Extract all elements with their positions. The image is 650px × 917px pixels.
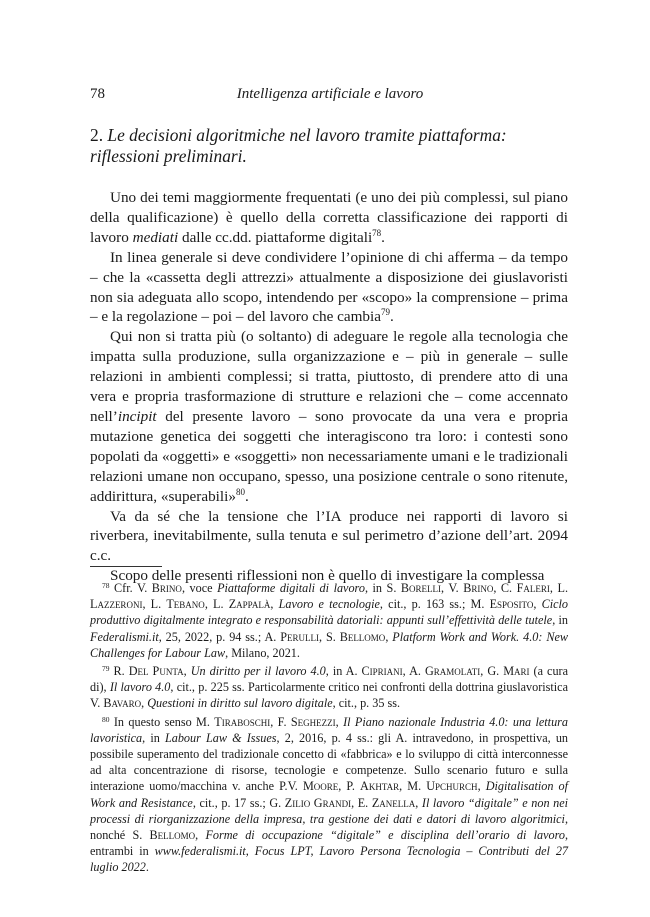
footnote-ref[interactable]: 79 (380, 307, 390, 318)
footnote-separator (90, 566, 162, 567)
fn-text: , (385, 629, 393, 644)
fn-text: , cit., p. 225 ss. Particolarmente critico nei confronti della dottrina giuslavoristica V. (90, 680, 568, 711)
page-number: 78 (90, 86, 105, 102)
text-run: del presente lavoro – sono provocate da una vera e propria mutazione genetica dei soggetti che interagiscono tra loro: i contesti sono popolati da «oggetti» e «soggetti» non necessariamente umani e le tradizionali relazioni umane non occupano, spesso, una posizione centrale o sono ritenute, addirittura, «superabili» (90, 407, 568, 505)
fn-text: , nonché S. (90, 811, 568, 843)
fn-author: Upchurch (426, 779, 478, 794)
fn-text: , S. (318, 629, 340, 644)
fn-author: Gramolati (424, 664, 481, 679)
fn-text: Cfr. V. (114, 581, 152, 595)
fn-text: (a cura di), (90, 664, 569, 695)
section-title: Le decisioni algoritmiche nel lavoro tramite piattaforma: riflessioni preliminari. (90, 125, 507, 166)
footnote-number: 79 (102, 664, 110, 674)
text-run: dalle cc.dd. piattaforme digitali (178, 228, 373, 246)
fn-text: , (270, 597, 279, 612)
fn-text: , voce (181, 581, 218, 595)
fn-text: , in A. (325, 664, 362, 679)
fn-author: Del Punta (128, 664, 184, 679)
footnote-80 (90, 714, 568, 876)
fn-text: , entrambi in (90, 828, 568, 859)
fn-text: , G. (480, 664, 504, 679)
fn-author: Perulli (280, 629, 319, 644)
fn-author: Zilio Grandi (284, 795, 352, 810)
fn-text: , cit., p. 35 ss. (332, 696, 401, 711)
fn-author: Mari (503, 664, 530, 679)
fn-author: Bavaro (103, 696, 142, 711)
text-run: . (244, 487, 249, 505)
section-number: 2. (90, 125, 104, 145)
footnote-ref[interactable]: 80 (235, 486, 245, 497)
text-run: Qui non si tratta più (o soltanto) di adeguare le regole alla tecnologia che impatta sulla produzione, sulla organizzazione e – più in generale – sulle relazioni in ambienti complessi; si tratta, piuttosto, di prendere atto di una vera e propria trasformazione di strutture e relazioni che – come accennato nell’ (90, 328, 568, 425)
fn-text: , F. (270, 714, 291, 729)
fn-title: Labour Law & Issues (164, 730, 277, 745)
fn-text: , (195, 828, 206, 843)
fn-text: , C. (493, 581, 517, 595)
paragraph (90, 248, 568, 328)
running-title: Intelligenza artificiale e lavoro (236, 86, 424, 102)
fn-text: , 25, 2022, p. 94 ss.; A. (158, 629, 281, 644)
body-text (90, 188, 568, 586)
fn-author: Bellomo (339, 629, 386, 644)
fn-text: R. (113, 664, 129, 679)
emphasis: mediati (132, 228, 179, 246)
footnote-number: 78 (102, 581, 110, 590)
fn-author: Seghezzi (290, 714, 336, 729)
fn-text: , M. (399, 779, 427, 794)
fn-author: Akhtar (360, 779, 400, 794)
fn-text: , (477, 779, 486, 794)
text-run: . (381, 228, 385, 246)
footnote-number: 80 (102, 714, 110, 724)
fn-title: Il lavoro 4.0 (109, 680, 171, 695)
fn-text: , in S. (364, 581, 401, 595)
fn-title: Il Piano nazionale Industria 4.0: una lettura lavoristica (90, 714, 569, 745)
footnote-78 (90, 580, 568, 661)
fn-author: Brino (463, 581, 494, 595)
fn-text: , P. (338, 779, 361, 794)
paragraph: Scopo delle presenti riflessioni non è quello di investigare la complessa (110, 567, 545, 585)
fn-title: Ciclo produttivo digitalmente integrato e responsabilità datoriali: appunti sull’effettività delle tutele (90, 597, 569, 628)
fn-author: Esposito (489, 597, 534, 612)
text-run: Uno dei temi maggiormente frequentati (e uno dei più complessi, sul piano della qualificazione) è quello della corretta classificazione dei rapporti di lavoro (90, 189, 568, 246)
fn-author: Zappalà (228, 597, 271, 612)
footnotes (90, 580, 568, 878)
fn-text: , V. (441, 581, 464, 595)
fn-author: Tiraboschi (214, 714, 271, 729)
fn-text: , in (142, 730, 165, 745)
emphasis: incipit (117, 407, 157, 425)
text-run: . (389, 308, 394, 326)
fn-title: Questioni in diritto sul lavoro digitale (147, 696, 333, 711)
fn-text: , in (552, 613, 568, 628)
fn-title: Federalismi.it (90, 629, 159, 644)
paragraph: Va da sé che la tensione che l’IA produce nei rapporti di lavoro si riverbera, inevitabilmente, sulla tenuta e sul perimetro d’azione dell’art. 2094 c.c. (90, 507, 568, 565)
fn-title: www.federalismi.it, Focus LPT, Lavoro Persona Tecnologia – Contributi del 27 luglio 2022 (90, 844, 569, 875)
fn-text: , cit., p. 17 ss.; G. (192, 795, 285, 810)
fn-text: , cit., p. 163 ss.; M. (379, 597, 490, 612)
fn-author: Zanella (371, 795, 416, 810)
fn-author: Borelli (400, 581, 442, 595)
fn-text: , (533, 597, 542, 612)
fn-title: Platform Work and Work. 4.0: New Challenges for Labour Law (90, 629, 569, 660)
text-run: In linea generale si deve condividere l’opinione di chi afferma – da tempo – che la «cassetta degli attrezzi» attualmente a disposizione dei giuslavoristi non sia adeguata allo scopo, intendendo per «scopo» la comprensione – prima – e la regolazione – poi – del lavoro che cambia (90, 248, 568, 326)
fn-text: , Milano, 2021. (225, 645, 300, 660)
fn-title: Piattaforme digitali di lavoro (217, 581, 365, 595)
section-heading (90, 125, 568, 167)
fn-text: , (141, 696, 148, 711)
footnote-79 (90, 663, 568, 712)
fn-author: Moore (302, 779, 339, 794)
fn-author: Bellomo (149, 828, 196, 843)
fn-author: Tebano (166, 597, 205, 612)
fn-text: , E. (351, 795, 372, 810)
fn-text: , 2, 2016, p. 4 ss.: gli A. intravedono, in prospettiva, un possibile superamento del tradizionale concetto di «fabbrica» e lo sviluppo di città interconnesse ad alta concentrazione di risorse, tecnologie e competenze. Sullo scenario futuro e sulla interazione uomo/macchina v. anche P.V. (90, 730, 569, 794)
fn-text: , L. (142, 597, 167, 612)
fn-title: Un diritto per il lavoro 4.0 (190, 664, 326, 679)
fn-title: Forme di occupazione “digitale” e disciplina dell’orario di lavoro (205, 828, 565, 843)
fn-author: Faleri (516, 581, 550, 595)
paragraph (90, 327, 568, 506)
fn-text: , (183, 664, 191, 679)
footnote-ref[interactable]: 78 (372, 227, 382, 238)
fn-title: Digitalisation of Work and Resistance (90, 779, 568, 810)
fn-text: . (145, 860, 149, 875)
fn-author: Brino (151, 581, 182, 595)
fn-author: Lazzeroni (90, 597, 143, 612)
fn-text: , (335, 714, 344, 729)
fn-title: Lavoro e tecnologie (278, 597, 380, 612)
fn-text: In questo senso M. (113, 714, 215, 729)
fn-text: , L. (549, 581, 568, 595)
fn-text: , A. (402, 664, 425, 679)
fn-title: Il lavoro “digitale” e non nei processi di riorganizzazione della impresa, tra gestione dei dati e datori di lavoro algoritmici (90, 795, 569, 826)
paragraph (90, 188, 568, 248)
fn-author: Cipriani (361, 664, 403, 679)
fn-text: , (415, 795, 422, 810)
running-header (90, 86, 570, 106)
fn-text: , L. (204, 597, 229, 612)
